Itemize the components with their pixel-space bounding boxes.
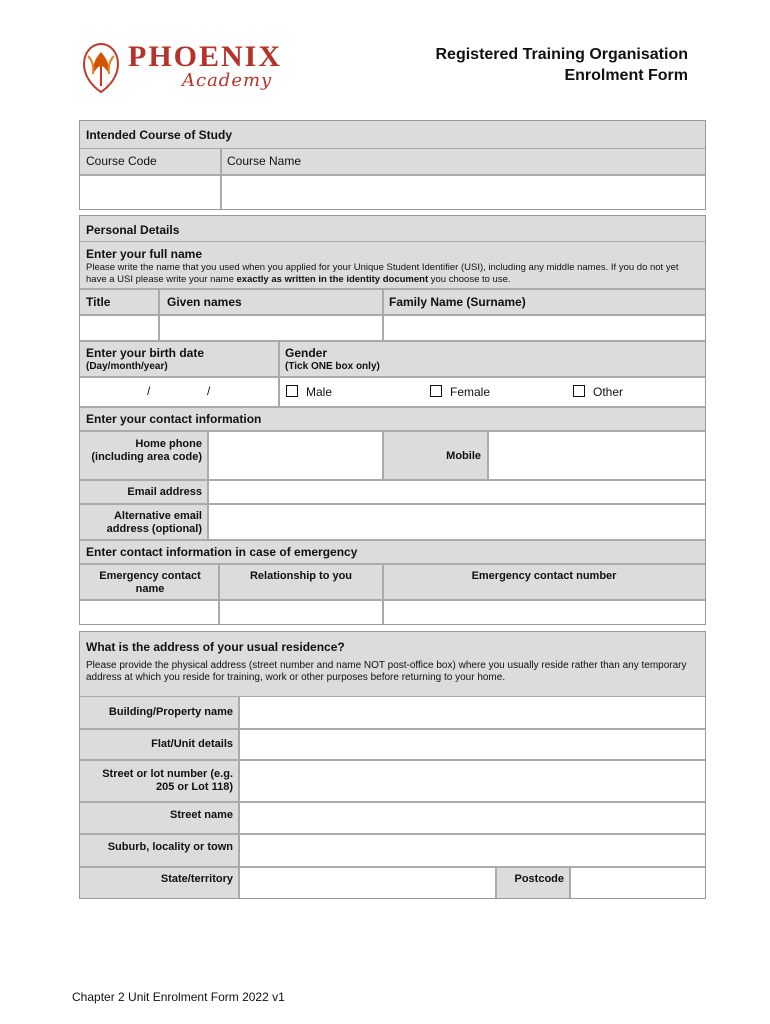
contact-title: Enter your contact information: [86, 412, 262, 426]
course-name-input[interactable]: [221, 175, 705, 209]
title-label: Title: [86, 295, 111, 309]
birth-date-title: Enter your birth date: [86, 346, 205, 360]
postcode-input[interactable]: [570, 867, 705, 898]
street-name-label: Street name: [170, 809, 233, 821]
course-section: [79, 120, 706, 210]
male-label: Male: [306, 385, 333, 399]
alt-email-label: Alternative email address (optional): [106, 510, 202, 535]
address-help: Please provide the physical address (street number and name NOT post-office box) where you usually reside rather than any temporary address at which you reside for training, work or other purposes before returning to your home.: [86, 660, 687, 683]
mobile-label: Mobile: [446, 450, 481, 462]
course-section-title: Intended Course of Study: [86, 128, 233, 142]
building-label: Building/Property name: [108, 706, 233, 718]
title-line-1: Registered Training Organisation: [435, 46, 688, 63]
postcode-label: Postcode: [514, 873, 564, 885]
date-separator-2: /: [207, 384, 211, 398]
emergency-title: Enter contact information in case of emergency: [86, 545, 358, 559]
gender-option-male[interactable]: [286, 385, 332, 399]
other-label: Other: [593, 385, 624, 399]
relationship-label: Relationship to you: [249, 570, 353, 582]
flat-label: Flat/Unit details: [151, 738, 233, 750]
date-separator-1: /: [147, 384, 151, 398]
form-title: [436, 44, 689, 86]
full-name-title: Enter your full name: [86, 247, 203, 261]
mobile-input[interactable]: [488, 431, 705, 480]
email-input[interactable]: [208, 480, 705, 504]
other-checkbox[interactable]: [573, 385, 585, 397]
gender-option-female[interactable]: [430, 385, 490, 399]
full-name-help-bold: exactly as written in the identity document: [236, 273, 429, 285]
phoenix-bird-icon: [78, 38, 124, 96]
gender-options-row: [279, 377, 705, 407]
full-name-help: [86, 262, 700, 285]
home-phone-label: Home phone (including area code): [91, 438, 202, 463]
male-checkbox[interactable]: [286, 385, 298, 397]
logo-name: PHOENIX: [128, 40, 283, 73]
given-names-input[interactable]: [159, 315, 383, 341]
course-name-label: Course Name: [227, 154, 302, 168]
suburb-label: Suburb, locality or town: [107, 841, 233, 853]
emergency-name-label: Emergency contact name: [99, 570, 201, 595]
birth-date-format: (Day/month/year): [86, 361, 168, 372]
footer-text: Chapter 2 Unit Enrolment Form 2022 v1: [72, 990, 285, 1004]
family-name-label: Family Name (Surname): [389, 295, 526, 309]
alt-email-input[interactable]: [208, 504, 705, 540]
flat-input[interactable]: [239, 729, 705, 760]
gender-title: Gender: [285, 346, 328, 360]
emergency-name-input[interactable]: [80, 600, 219, 624]
gender-hint: (Tick ONE box only): [285, 361, 380, 372]
title-line-2: Enrolment Form: [564, 67, 688, 84]
female-label: Female: [450, 385, 491, 399]
relationship-input[interactable]: [219, 600, 383, 624]
state-input[interactable]: [239, 867, 496, 898]
family-name-input[interactable]: [383, 315, 705, 341]
course-code-input[interactable]: [80, 175, 221, 209]
personal-section: [79, 215, 706, 625]
birth-date-input[interactable]: [80, 377, 279, 407]
full-name-help-text-1: Please write the name that you used when you applied for your Unique Student Identifier (USI), including any middle names. If you do not yet have a USI please write your name: [86, 262, 679, 285]
street-number-input[interactable]: [239, 760, 705, 802]
emergency-number-label: Emergency contact number: [471, 570, 617, 582]
building-input[interactable]: [239, 696, 705, 729]
phoenix-logo: [78, 38, 308, 98]
logo-subtitle: Academy: [182, 70, 273, 91]
given-names-label: Given names: [167, 295, 242, 309]
gender-option-other[interactable]: [573, 385, 623, 399]
personal-section-title: Personal Details: [86, 223, 180, 237]
title-input[interactable]: [80, 315, 159, 341]
address-title: What is the address of your usual residence?: [86, 640, 345, 654]
full-name-help-text-2: you choose to use.: [428, 273, 511, 285]
address-section: [79, 631, 706, 899]
emergency-number-input[interactable]: [383, 600, 705, 624]
street-number-label: Street or lot number (e.g. 205 or Lot 118): [102, 768, 233, 793]
home-phone-input[interactable]: [208, 431, 383, 480]
course-code-label: Course Code: [86, 154, 157, 168]
street-name-input[interactable]: [239, 802, 705, 834]
suburb-input[interactable]: [239, 834, 705, 867]
female-checkbox[interactable]: [430, 385, 442, 397]
state-label: State/territory: [160, 873, 233, 885]
email-label: Email address: [127, 486, 202, 498]
